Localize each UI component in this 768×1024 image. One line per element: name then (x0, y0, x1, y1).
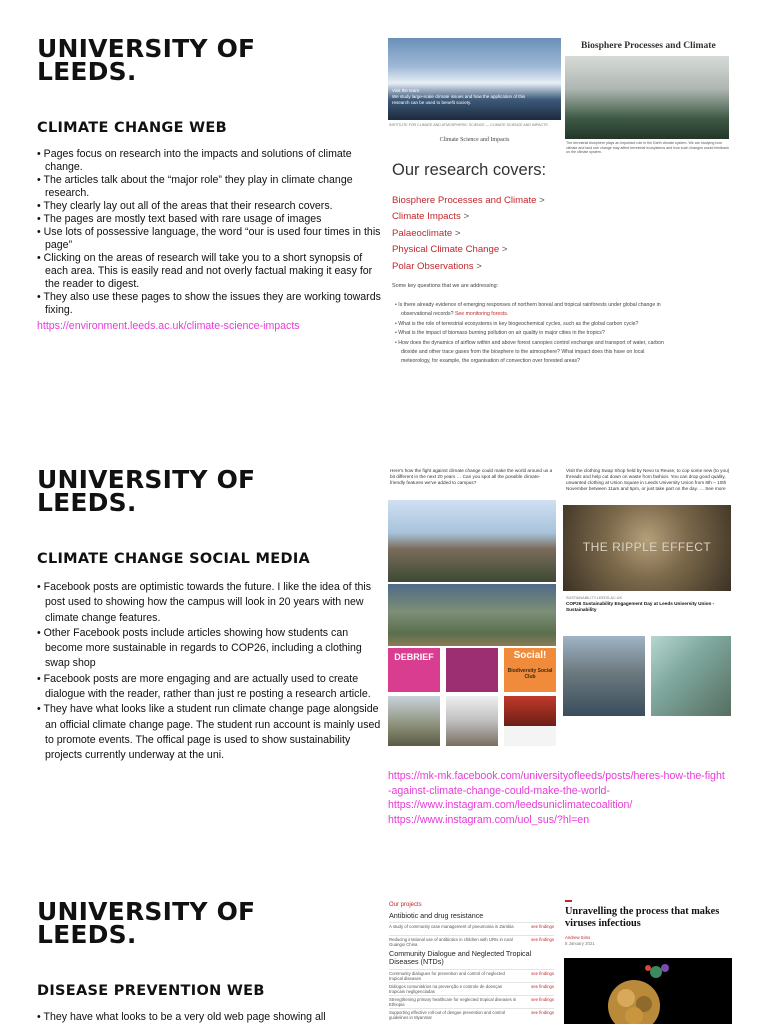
research-area-link[interactable]: Biosphere Processes and Climate > (392, 193, 545, 209)
students-photo (388, 696, 440, 746)
bullet-item: • Use lots of possessive language, the word “our is used four times in this page” (37, 226, 382, 252)
stall-photo (446, 696, 498, 746)
hero-sky-image: Visit the team We study large-scale climate issues and how the application of this research can be used to benefit society. (388, 38, 561, 120)
project-row[interactable]: Supporting effective roll-out of dengue prevention and control guidelines in Myanmar see findings (389, 1010, 554, 1021)
bullet-item: • They clearly lay out all of the areas that their research covers. (37, 200, 382, 213)
project-group-heading: Community Dialogue and Neglected Tropical Diseases (NTDs) (389, 949, 532, 966)
ripple-effect-image: THE RIPPLE EFFECT (563, 505, 731, 591)
biosphere-text: The terrestrial biosphere plays an important role in the Earth climate system. We are studying how climate and land use change may affect terrestrial ecosystems and how such changes would feedback on the climate system. (566, 141, 729, 155)
bullet-item: • Pages focus on research into the impacts and solutions of climate change. (37, 148, 382, 174)
facebook-post-text: Visit the clothing Swap Shop held by Nevo to Reuse, to cop some new (to you) threads and help cut down on waste from fashion. You can drop good quality, unwanted clothing at Union Square in Leeds University Union from 8th – 10th November between 11am and 5pm, or just take part on the day. … See more (566, 468, 730, 491)
key-question: • Is there already evidence of emerging responses of northern boreal and tropical rainforests under global change in observational records? See monitoring forests. (392, 301, 672, 320)
bullet-list (37, 148, 382, 317)
monitoring-forests-link[interactable]: See monitoring forests. (454, 311, 509, 318)
social-poster: Social! Biodiversity Social Club (504, 648, 556, 692)
research-area-list (392, 193, 545, 275)
key-questions-intro: Some key questions that we are addressing: (392, 283, 499, 289)
university-logo: UNIVERSITY OF LEEDS. (37, 34, 256, 86)
slide-climate-web (0, 0, 768, 400)
research-heading: Our research covers: (392, 161, 547, 179)
bullet-item: • The pages are mostly text based with rare usage of images (37, 213, 382, 226)
project-row[interactable]: Reducing irrational use of antibiotics in children with URIs in rural Guangxi China see findings (389, 937, 554, 948)
instagram-link[interactable]: https://www.instagram.com/uol_sus/?hl=en (388, 813, 590, 826)
bullet-item: • Other Facebook posts include articles showing how students can become more sustainable in regards to COP26, including a clothing swap shop (37, 626, 382, 672)
project-row[interactable]: Diálogos comunitários na prevenção e controle de doenças tropicais negligenciadas see findings (389, 984, 554, 995)
article-title: Unravelling the process that makes viruses infectious (565, 906, 720, 929)
research-area-link[interactable]: Physical Climate Change > (392, 242, 545, 258)
section-title: CLIMATE CHANGE WEB (37, 120, 227, 136)
bullet-list (37, 1011, 382, 1024)
bullet-item: • Facebook posts are optimistic towards the future. I like the idea of this post used to showing how the campus will look in 20 years with new climate change features. (37, 580, 382, 626)
virus-illustration (564, 958, 732, 1024)
bullet-item: • The articles talk about the “major role” they play in climate change research. (37, 174, 382, 200)
bullet-list (37, 580, 382, 764)
project-row[interactable]: Strengthening primary healthcare for neglected tropical diseases in Ethiopia see findings (389, 997, 554, 1008)
project-row[interactable]: A study of community case management of pneumonia in Zambia see findings (389, 924, 554, 929)
event-source: SUSTAINABILITY.LEEDS.AC.UK (566, 596, 622, 600)
event-poster (446, 648, 498, 692)
university-logo: UNIVERSITY OF LEEDS. (37, 897, 256, 949)
section-label: Climate Science and Impacts (439, 137, 510, 143)
article-accent-bar (565, 900, 572, 902)
source-link[interactable]: https://environment.leeds.ac.uk/climate-science-impacts (37, 320, 300, 332)
article-author: Andrew Sims (565, 935, 591, 940)
biosphere-title: Biosphere Processes and Climate (581, 40, 716, 51)
bullet-item: • Facebook posts are more engaging and are actually used to create dialogue with the reader, rather than just re posting a research article. (37, 672, 382, 703)
key-question: • What is the role of terrestrial ecosystems in key biogeochemical cycles, such as the global carbon cycle? (392, 320, 672, 329)
facebook-link[interactable]: https://mk-mk.facebook.com/universityofleeds/posts/heres-how-the-fight-against-climate-change-could-make-the-world- (388, 770, 725, 797)
key-question: • What is the impact of biomass burning pollution on air quality in major cities in the tropics? (392, 329, 672, 338)
campus-aerial-image (388, 584, 556, 646)
project-group-heading: Antibiotic and drug resistance (389, 911, 484, 920)
breadcrumb: INSTITUTE FOR CLIMATE AND ATMOSPHERIC SCIENCE — CLIMATE SCIENCE AND IMPACTS (389, 123, 548, 127)
research-area-link[interactable]: Polar Observations > (392, 259, 545, 275)
bullet-item: • Clicking on the areas of research will take you to a short synopsis of each area. This is easily read and not overly factual making it easy for the reader to digest. (37, 252, 382, 291)
debrief-poster: DEBRIEF (388, 648, 440, 692)
project-row[interactable]: Community dialogues for prevention and control of neglected tropical diseases see findings (389, 971, 554, 982)
article-date: 8 January 2021 (565, 941, 595, 946)
projects-title: Our projects (389, 902, 422, 908)
section-title: DISEASE PREVENTION WEB (37, 983, 265, 999)
instagram-link[interactable]: https://www.instagram.com/leedsuniclimatecoalition/ (388, 799, 633, 811)
bullet-item: • They have what looks like a student run climate change page alongside an official climate change page. The student run account is mainly used to promote events. The offical page is used to show sustainability projects currently underway at the uni. (37, 702, 382, 763)
bullet-item: • They have what looks to be a very old web page showing all (37, 1011, 382, 1024)
event-poster-dark (504, 696, 556, 746)
key-questions-list (392, 301, 672, 367)
key-question: • How does the dynamics of airflow within and above forest canopies control exchange and transport of water, carbon dioxide and other trace gases from the biosphere to the atmosphere? What impact does this have on local meteorology, for example, the organisation of convection over forested areas? (392, 339, 672, 367)
virus-image (564, 958, 732, 1024)
university-logo: UNIVERSITY OF LEEDS. (37, 465, 256, 517)
research-area-link[interactable]: Palaeoclimate > (392, 226, 545, 242)
event-title[interactable]: COP26 Sustainability Engagement Day at Leeds University Union - Sustainability (566, 601, 715, 612)
facebook-post-text: Here's how the fight against climate change could make the world around us a bit different in the next 20 years … Can you spot all the possible climate-friendly features we've added to campus? (390, 468, 553, 485)
bullet-item: • They also use these pages to show the issues they are working towards fixing. (37, 291, 382, 317)
clothing-photo (651, 636, 731, 716)
section-title: CLIMATE CHANGE SOCIAL MEDIA (37, 551, 311, 567)
campus-future-image (388, 500, 556, 582)
forest-image (565, 56, 729, 139)
outdoor-photo (563, 636, 645, 716)
research-area-link[interactable]: Climate Impacts > (392, 209, 545, 225)
